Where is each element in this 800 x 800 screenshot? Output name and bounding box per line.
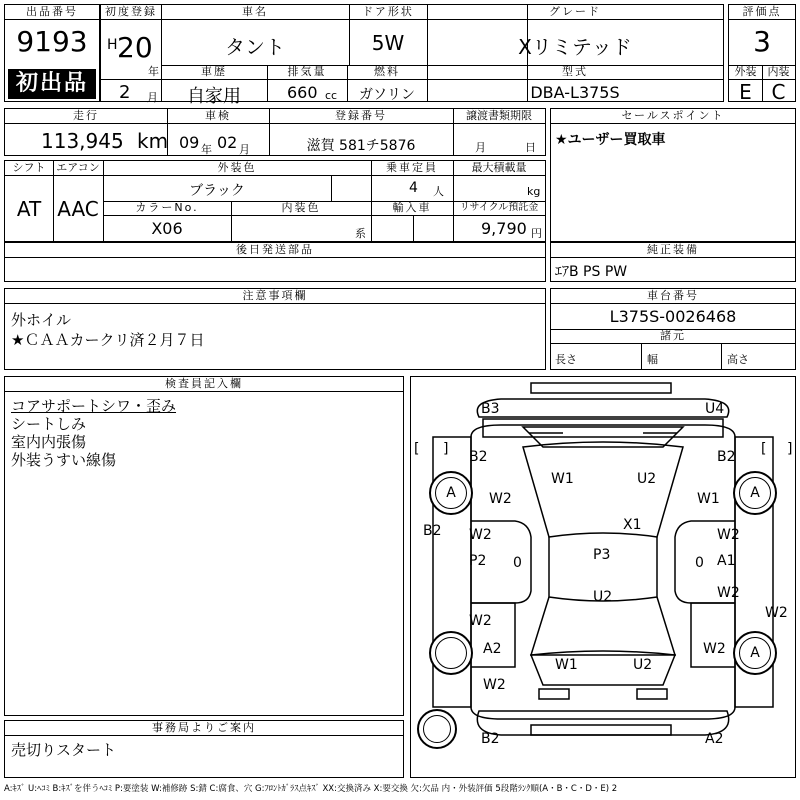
mark-roof-center: P3 — [593, 547, 611, 563]
inspector-line-4: 外装うすい線傷 — [11, 451, 117, 469]
shift-label: シフト — [12, 161, 46, 174]
car-name-label: 車名 — [242, 5, 268, 18]
recycle-label: リサイクル預託金 — [459, 202, 539, 213]
mark-rear-window-right: U2 — [633, 657, 653, 673]
inspector-line-2: シートしみ — [11, 415, 87, 433]
bracket-left-close: ] — [443, 441, 449, 457]
inspection-year-unit: 年 — [201, 143, 212, 156]
mark-left-front-door: W2 — [469, 527, 492, 543]
office-text: 売切りスタート — [11, 741, 117, 759]
equipment-block — [550, 242, 796, 282]
inspection-year: 09 — [179, 133, 200, 152]
vehicle-header-block — [100, 4, 724, 107]
mark-right-side: W2 — [765, 605, 788, 621]
chassis-block — [550, 288, 796, 370]
bracket-left-open: [ — [414, 441, 420, 457]
registration-year-unit: 年 — [148, 65, 159, 78]
interior-color-unit: 系 — [355, 227, 366, 240]
score-label: 評価点 — [729, 5, 795, 20]
exterior-score: E — [739, 80, 752, 104]
first-listing-badge: 初出品 — [8, 69, 96, 99]
mileage-label: 走行 — [73, 109, 99, 122]
score-value: 3 — [753, 25, 771, 58]
registration-month: 2 — [119, 82, 131, 103]
exterior-color-label: 外装色 — [217, 161, 257, 174]
inspection-month-unit: 月 — [239, 143, 250, 156]
equipment: ｴｱB PS PW — [555, 264, 628, 280]
length-label: 長さ — [555, 353, 577, 366]
front-left-wheel: A — [429, 471, 473, 515]
mark-left-rear-fender: A2 — [483, 641, 502, 657]
legend: A:ｷｽﾞ U:ﾍｺﾐ B:ｷｽﾞを伴うﾍｺﾐ P:要塗装 W:補修跡 S:錆 C:腐食、穴 G:ﾌﾛﾝﾄｶﾞﾗｽ点ｷｽﾞ XX:交換済み X:要交換 欠:欠品 内・外装評価 5段階ﾗﾝｸ順(A・B・C・D・E) 2 — [4, 784, 618, 794]
transfer-label: 譲渡書類期限 — [466, 109, 532, 122]
shift: AT — [16, 197, 42, 221]
plate-label: 登録番号 — [335, 109, 387, 122]
mark-rear-roof: U2 — [593, 589, 613, 605]
notes-line-2: ★ＣＡＡカークリ済２月７日 — [11, 331, 205, 349]
grade: Xリミテッド — [518, 35, 632, 59]
lot-number-block — [4, 4, 100, 102]
mark-front-right-bumper: U4 — [705, 401, 725, 417]
mark-right-front-door: W2 — [717, 527, 740, 543]
transfer-day-unit: 日 — [525, 141, 536, 154]
sales-point-label: セールスポイント — [551, 109, 795, 124]
plate-number: 滋賀 581チ5876 — [306, 138, 416, 154]
mark-right-door-front: W1 — [697, 491, 720, 507]
office-label: 事務局よりご案内 — [5, 721, 403, 736]
mileage-unit: km — [137, 129, 169, 153]
door-type: 5W — [371, 31, 405, 55]
model-label: 型式 — [562, 65, 588, 78]
mark-rear-window-left: W1 — [555, 657, 578, 673]
dimensions-label: 諸元 — [551, 329, 795, 344]
interior-score-label: 内装 — [767, 65, 790, 78]
inspector-line-1: コアサポートシワ・歪み — [11, 397, 177, 415]
mark-front-left-bumper: B3 — [481, 401, 500, 417]
exterior-score-label: 外装 — [734, 65, 757, 78]
car-outline — [411, 377, 795, 777]
mark-rear-left-bumper: B2 — [481, 731, 500, 747]
spare-wheel — [417, 709, 457, 749]
capacity-label: 乗車定員 — [386, 161, 438, 174]
recycle-unit: 円 — [531, 227, 542, 240]
door-label: ドア形状 — [362, 5, 414, 18]
mark-left-rear-door: W2 — [469, 613, 492, 629]
mark-right-rear-door: W2 — [717, 585, 740, 601]
inspector-block — [4, 376, 404, 716]
notes-line-1: 外ホイル — [11, 311, 72, 329]
car-name: タント — [225, 35, 285, 59]
bracket-right-close: ] — [787, 441, 793, 457]
notes-block — [4, 288, 546, 370]
transfer-month-unit: 月 — [475, 141, 486, 154]
later-parts-block — [4, 242, 546, 282]
history-label: 車歴 — [201, 65, 227, 78]
interior-color-label: 内装色 — [281, 201, 321, 214]
sales-point-block — [550, 108, 796, 242]
registration-era: H — [107, 37, 118, 53]
model: DBA-L375S — [530, 83, 620, 102]
mark-windshield-left: W1 — [551, 471, 574, 487]
rear-right-wheel: A — [733, 631, 777, 675]
width-label: 幅 — [647, 353, 658, 366]
mark-roof: X1 — [623, 517, 642, 533]
mark-windshield-right: U2 — [637, 471, 657, 487]
displacement-label: 排気量 — [287, 65, 327, 78]
inspector-line-3: 室内内張傷 — [11, 433, 87, 451]
grade-label: グレード — [549, 5, 601, 18]
lot-number-label: 出品番号 — [5, 5, 99, 20]
mark-left-front-door-2: P2 — [469, 553, 487, 569]
mark-rear-left-quarter: W2 — [483, 677, 506, 693]
aircon: AAC — [57, 197, 99, 221]
displacement-unit: cc — [325, 89, 338, 102]
history: 自家用 — [187, 86, 241, 107]
inspection-month: 02 — [217, 133, 238, 152]
score-block — [728, 4, 796, 102]
mileage: 113,945 — [41, 129, 124, 153]
mark-front-left-fender: B2 — [469, 449, 488, 465]
color-no: X06 — [151, 219, 183, 238]
mark-left-side: B2 — [423, 523, 442, 539]
aircon-label: エアコン — [56, 161, 100, 174]
mark-front-right-fender: B2 — [717, 449, 736, 465]
notes-label: 注意事項欄 — [5, 289, 545, 304]
recycle-fee: 9,790 — [481, 219, 527, 238]
fuel-label: 燃料 — [374, 65, 400, 78]
lot-number: 9193 — [16, 25, 88, 58]
mark-rear-right-bumper: A2 — [705, 731, 724, 747]
chassis-number: L375S-0026468 — [609, 307, 737, 326]
height-label: 高さ — [727, 353, 749, 366]
office-block — [4, 720, 404, 778]
capacity: 4 — [409, 180, 418, 196]
chassis-label: 車台番号 — [551, 289, 795, 304]
later-parts-label: 後日発送部品 — [5, 243, 545, 258]
front-right-wheel: A — [733, 471, 777, 515]
color-no-label: カラーNo. — [135, 201, 199, 214]
inspector-label: 検査員記入欄 — [5, 377, 403, 392]
equipment-label: 純正装備 — [551, 243, 795, 258]
mark-right-rear-fender: W2 — [703, 641, 726, 657]
registration-label: 初度登録 — [105, 5, 157, 18]
mark-left-door-front: W2 — [489, 491, 512, 507]
sales-point-text: ★ユーザー買取車 — [555, 132, 666, 148]
import-label: 輸入車 — [392, 201, 432, 214]
fuel: ガソリン — [359, 87, 415, 103]
max-load-unit: kg — [527, 185, 541, 198]
interior-score: C — [771, 80, 786, 104]
max-load-label: 最大積載量 — [471, 161, 527, 174]
mark-left-front-door-zero: 0 — [513, 555, 522, 571]
mileage-row — [4, 108, 546, 156]
rear-left-wheel — [429, 631, 473, 675]
registration-month-unit: 月 — [147, 91, 158, 104]
damage-diagram — [410, 376, 796, 778]
registration-year: 20 — [117, 31, 153, 64]
mark-right-front-door-zero: 0 — [695, 555, 704, 571]
capacity-unit: 人 — [433, 185, 444, 198]
bracket-right-open: [ — [761, 441, 767, 457]
displacement: 660 — [287, 83, 318, 102]
inspection-label: 車検 — [205, 109, 231, 122]
exterior-color: ブラック — [189, 183, 245, 199]
spec-row — [4, 160, 546, 242]
mark-right-front-door-2: A1 — [717, 553, 736, 569]
